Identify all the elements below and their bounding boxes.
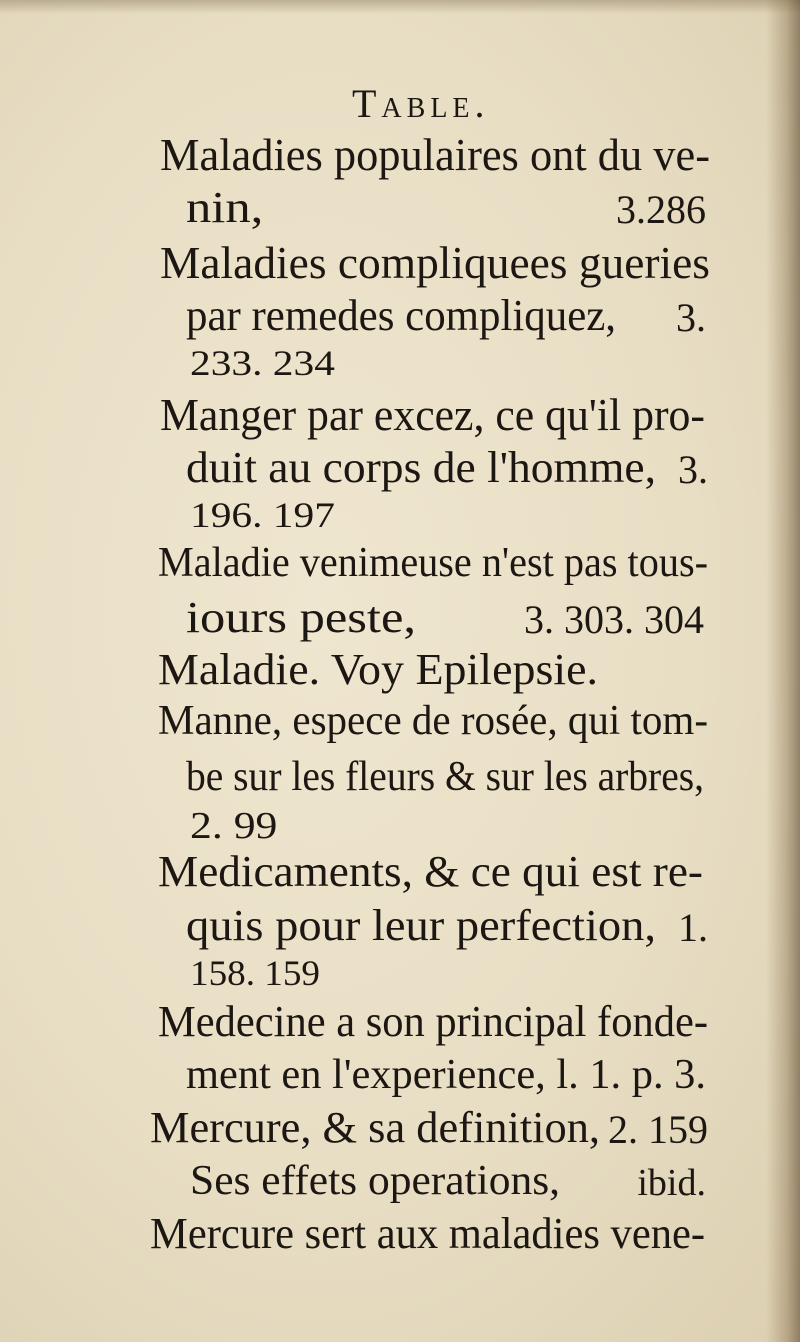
- index-page-reference: ibid.: [637, 1162, 706, 1204]
- index-page-reference: 1.: [678, 905, 708, 950]
- index-entry-line: ment en l'experience, l. 1. p. 3.: [186, 1052, 706, 1098]
- index-entry-line: duit au corps de l'homme,: [186, 443, 656, 492]
- index-entry-line: Maladies compliquees gueries: [160, 237, 710, 288]
- index-entry-line: quis pour leur perfection,: [186, 901, 656, 950]
- index-entry-line: Medecine a son principal fonde-: [158, 997, 708, 1046]
- index-entry-line: iours peste,: [186, 593, 416, 642]
- index-entry-line: par remedes compliquez,: [186, 291, 616, 340]
- index-entry-line: Manger par excez, ce qu'il pro-: [160, 389, 705, 440]
- index-entry-line: 158. 159: [190, 953, 320, 993]
- index-entry-line: 2. 99: [190, 805, 278, 847]
- index-entry-line: Maladie. Voy Epilepsie.: [158, 645, 598, 694]
- index-entry-line: Mercure sert aux maladies vene-: [150, 1209, 705, 1258]
- index-page-reference: 3.286: [616, 187, 706, 232]
- page-top-shadow: [0, 0, 800, 14]
- index-page-reference: 3.: [676, 295, 706, 340]
- running-head: Table.: [352, 81, 490, 126]
- page-gutter-shadow: [766, 0, 800, 1342]
- index-entry-line: Medicaments, & ce qui est re-: [158, 847, 703, 896]
- index-page-reference: 3. 303. 304: [524, 597, 704, 642]
- index-entry-line: Maladies populaires ont du ve-: [160, 129, 710, 180]
- index-page-reference: 2. 159: [608, 1107, 708, 1152]
- index-entry-line: 196. 197: [190, 495, 335, 535]
- index-entry-line: Mercure, & sa definition,: [150, 1103, 600, 1152]
- index-entry-line: Manne, espece de rosée, qui tom-: [158, 698, 708, 744]
- index-entry-line: Ses effets operations,: [190, 1158, 560, 1204]
- index-entry-line: nin,: [186, 183, 264, 232]
- index-entry-line: 233. 234: [190, 343, 335, 383]
- index-page-reference: 3.: [678, 447, 708, 492]
- index-entry-line: Maladie venimeuse n'est pas tous-: [158, 540, 708, 586]
- index-entry-line: be sur les fleurs & sur les arbres,: [186, 754, 704, 800]
